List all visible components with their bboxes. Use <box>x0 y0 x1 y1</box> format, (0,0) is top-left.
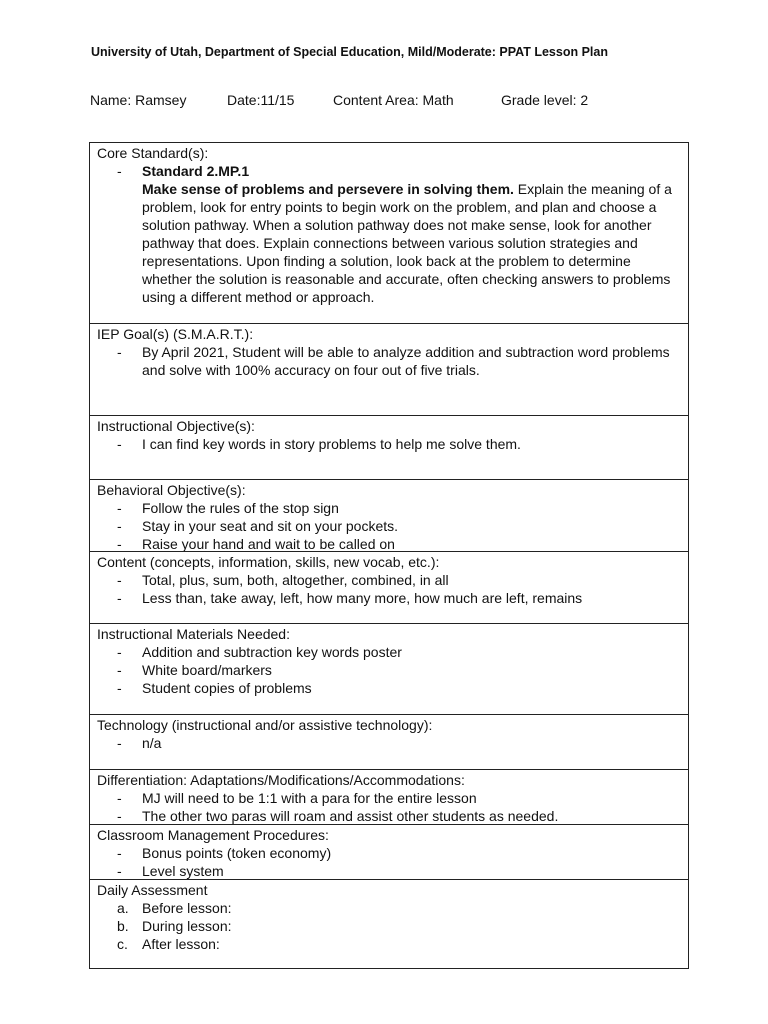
list-item <box>97 435 682 453</box>
list-marker: - <box>117 163 122 179</box>
list-item-text: Level system <box>142 863 224 879</box>
differentiation-section <box>90 769 688 824</box>
list-item <box>97 162 682 306</box>
classroom-management-section <box>90 824 688 879</box>
list-item-text: Less than, take away, left, how many more, how much are left, remains <box>142 590 583 606</box>
list-item-text: White board/markers <box>142 662 272 678</box>
list-item <box>97 643 682 661</box>
list-item <box>97 862 682 879</box>
lesson-date: Date:11/15 <box>227 92 295 108</box>
list-marker: - <box>117 436 122 452</box>
list-marker: - <box>117 790 122 806</box>
list-marker: - <box>117 735 122 751</box>
list-item-text: Raise your hand and wait to be called on <box>142 536 395 551</box>
list-marker: - <box>117 845 122 861</box>
standard-id: Standard 2.MP.1 <box>142 163 250 179</box>
list-item-text: I can find key words in story problems to help me solve them. <box>142 436 521 452</box>
standard-title: Make sense of problems and persevere in solving them. <box>142 181 514 197</box>
behavioral-objectives-section <box>90 479 688 551</box>
list-item <box>97 679 682 697</box>
list-item <box>97 844 682 862</box>
section-label: Classroom Management Procedures: <box>97 827 329 843</box>
list-marker: - <box>117 863 122 879</box>
list-marker: - <box>117 644 122 660</box>
info-line <box>0 92 768 112</box>
list-item-text: Bonus points (token economy) <box>142 845 332 861</box>
list-marker: a. <box>117 900 129 916</box>
list-item <box>97 661 682 679</box>
list-marker: - <box>117 536 122 551</box>
list-item-text: Before lesson: <box>142 900 232 916</box>
list-item <box>97 589 682 607</box>
list-item-text: After lesson: <box>142 936 220 952</box>
section-label: Behavioral Objective(s): <box>97 482 246 498</box>
list-marker: - <box>117 500 122 516</box>
section-label: Core Standard(s): <box>97 145 209 161</box>
list-item <box>97 343 682 379</box>
list-item-text: MJ will need to be 1:1 with a para for the entire lesson <box>142 790 477 806</box>
list-item-text: Stay in your seat and sit on your pockets. <box>142 518 399 534</box>
section-label: Instructional Materials Needed: <box>97 626 290 642</box>
list-item-text: Addition and subtraction key words poster <box>142 644 402 660</box>
instructional-objectives-section <box>90 415 688 479</box>
list-marker: - <box>117 662 122 678</box>
list-item <box>97 789 682 807</box>
list-item-text: Total, plus, sum, both, altogether, combined, in all <box>142 572 449 588</box>
list-item <box>97 734 682 752</box>
list-item <box>97 517 682 535</box>
list-item-text: During lesson: <box>142 918 232 934</box>
core-standards-section <box>90 143 688 323</box>
list-marker: - <box>117 518 122 534</box>
list-marker: - <box>117 808 122 824</box>
content-area: Content Area: Math <box>333 92 454 108</box>
materials-section <box>90 623 688 714</box>
section-label: Content (concepts, information, skills, new vocab, etc.): <box>97 554 440 570</box>
list-marker: - <box>117 680 122 696</box>
standard-text: Explain the meaning of a problem, look for entry points to begin work on the problem, and plan and choose a solution pathway. When a solution pathway does not make sense, look for another pathway that does. Explain connections between various solution strategies and representations. Upon finding a solution, look back at the problem to determine whether the solution is reasonable and accurate, often checking answers to problems using a different method or approach. <box>142 181 672 305</box>
teacher-name: Name: Ramsey <box>90 92 187 108</box>
list-item-text: n/a <box>142 735 162 751</box>
list-marker: - <box>117 572 122 588</box>
list-item-text: Student copies of problems <box>142 680 312 696</box>
list-item <box>97 899 682 917</box>
daily-assessment-section <box>90 879 688 968</box>
document-title: University of Utah, Department of Special Education, Mild/Moderate: PPAT Lesson Plan <box>91 45 608 59</box>
section-label: Instructional Objective(s): <box>97 418 255 434</box>
list-marker: - <box>117 344 122 360</box>
list-marker: b. <box>117 918 129 934</box>
list-item <box>97 535 682 551</box>
list-item <box>97 571 682 589</box>
list-marker: c. <box>117 936 128 952</box>
content-section <box>90 551 688 623</box>
lesson-plan-table <box>89 142 689 969</box>
list-item-text: By April 2021, Student will be able to analyze addition and subtraction word problems and solve with 100% accuracy on four out of five trials. <box>142 344 670 378</box>
list-item <box>97 935 682 953</box>
section-label: Technology (instructional and/or assistive technology): <box>97 717 433 733</box>
list-marker: - <box>117 590 122 606</box>
section-label: Daily Assessment <box>97 882 208 898</box>
list-item <box>97 917 682 935</box>
technology-section <box>90 714 688 769</box>
list-item <box>97 499 682 517</box>
section-label: Differentiation: Adaptations/Modifications/Accommodations: <box>97 772 465 788</box>
list-item-text: Follow the rules of the stop sign <box>142 500 339 516</box>
section-label: IEP Goal(s) (S.M.A.R.T.): <box>97 326 254 342</box>
list-item <box>97 807 682 824</box>
grade-level: Grade level: 2 <box>501 92 589 108</box>
list-item-text: The other two paras will roam and assist other students as needed. <box>142 808 559 824</box>
iep-goals-section <box>90 323 688 415</box>
